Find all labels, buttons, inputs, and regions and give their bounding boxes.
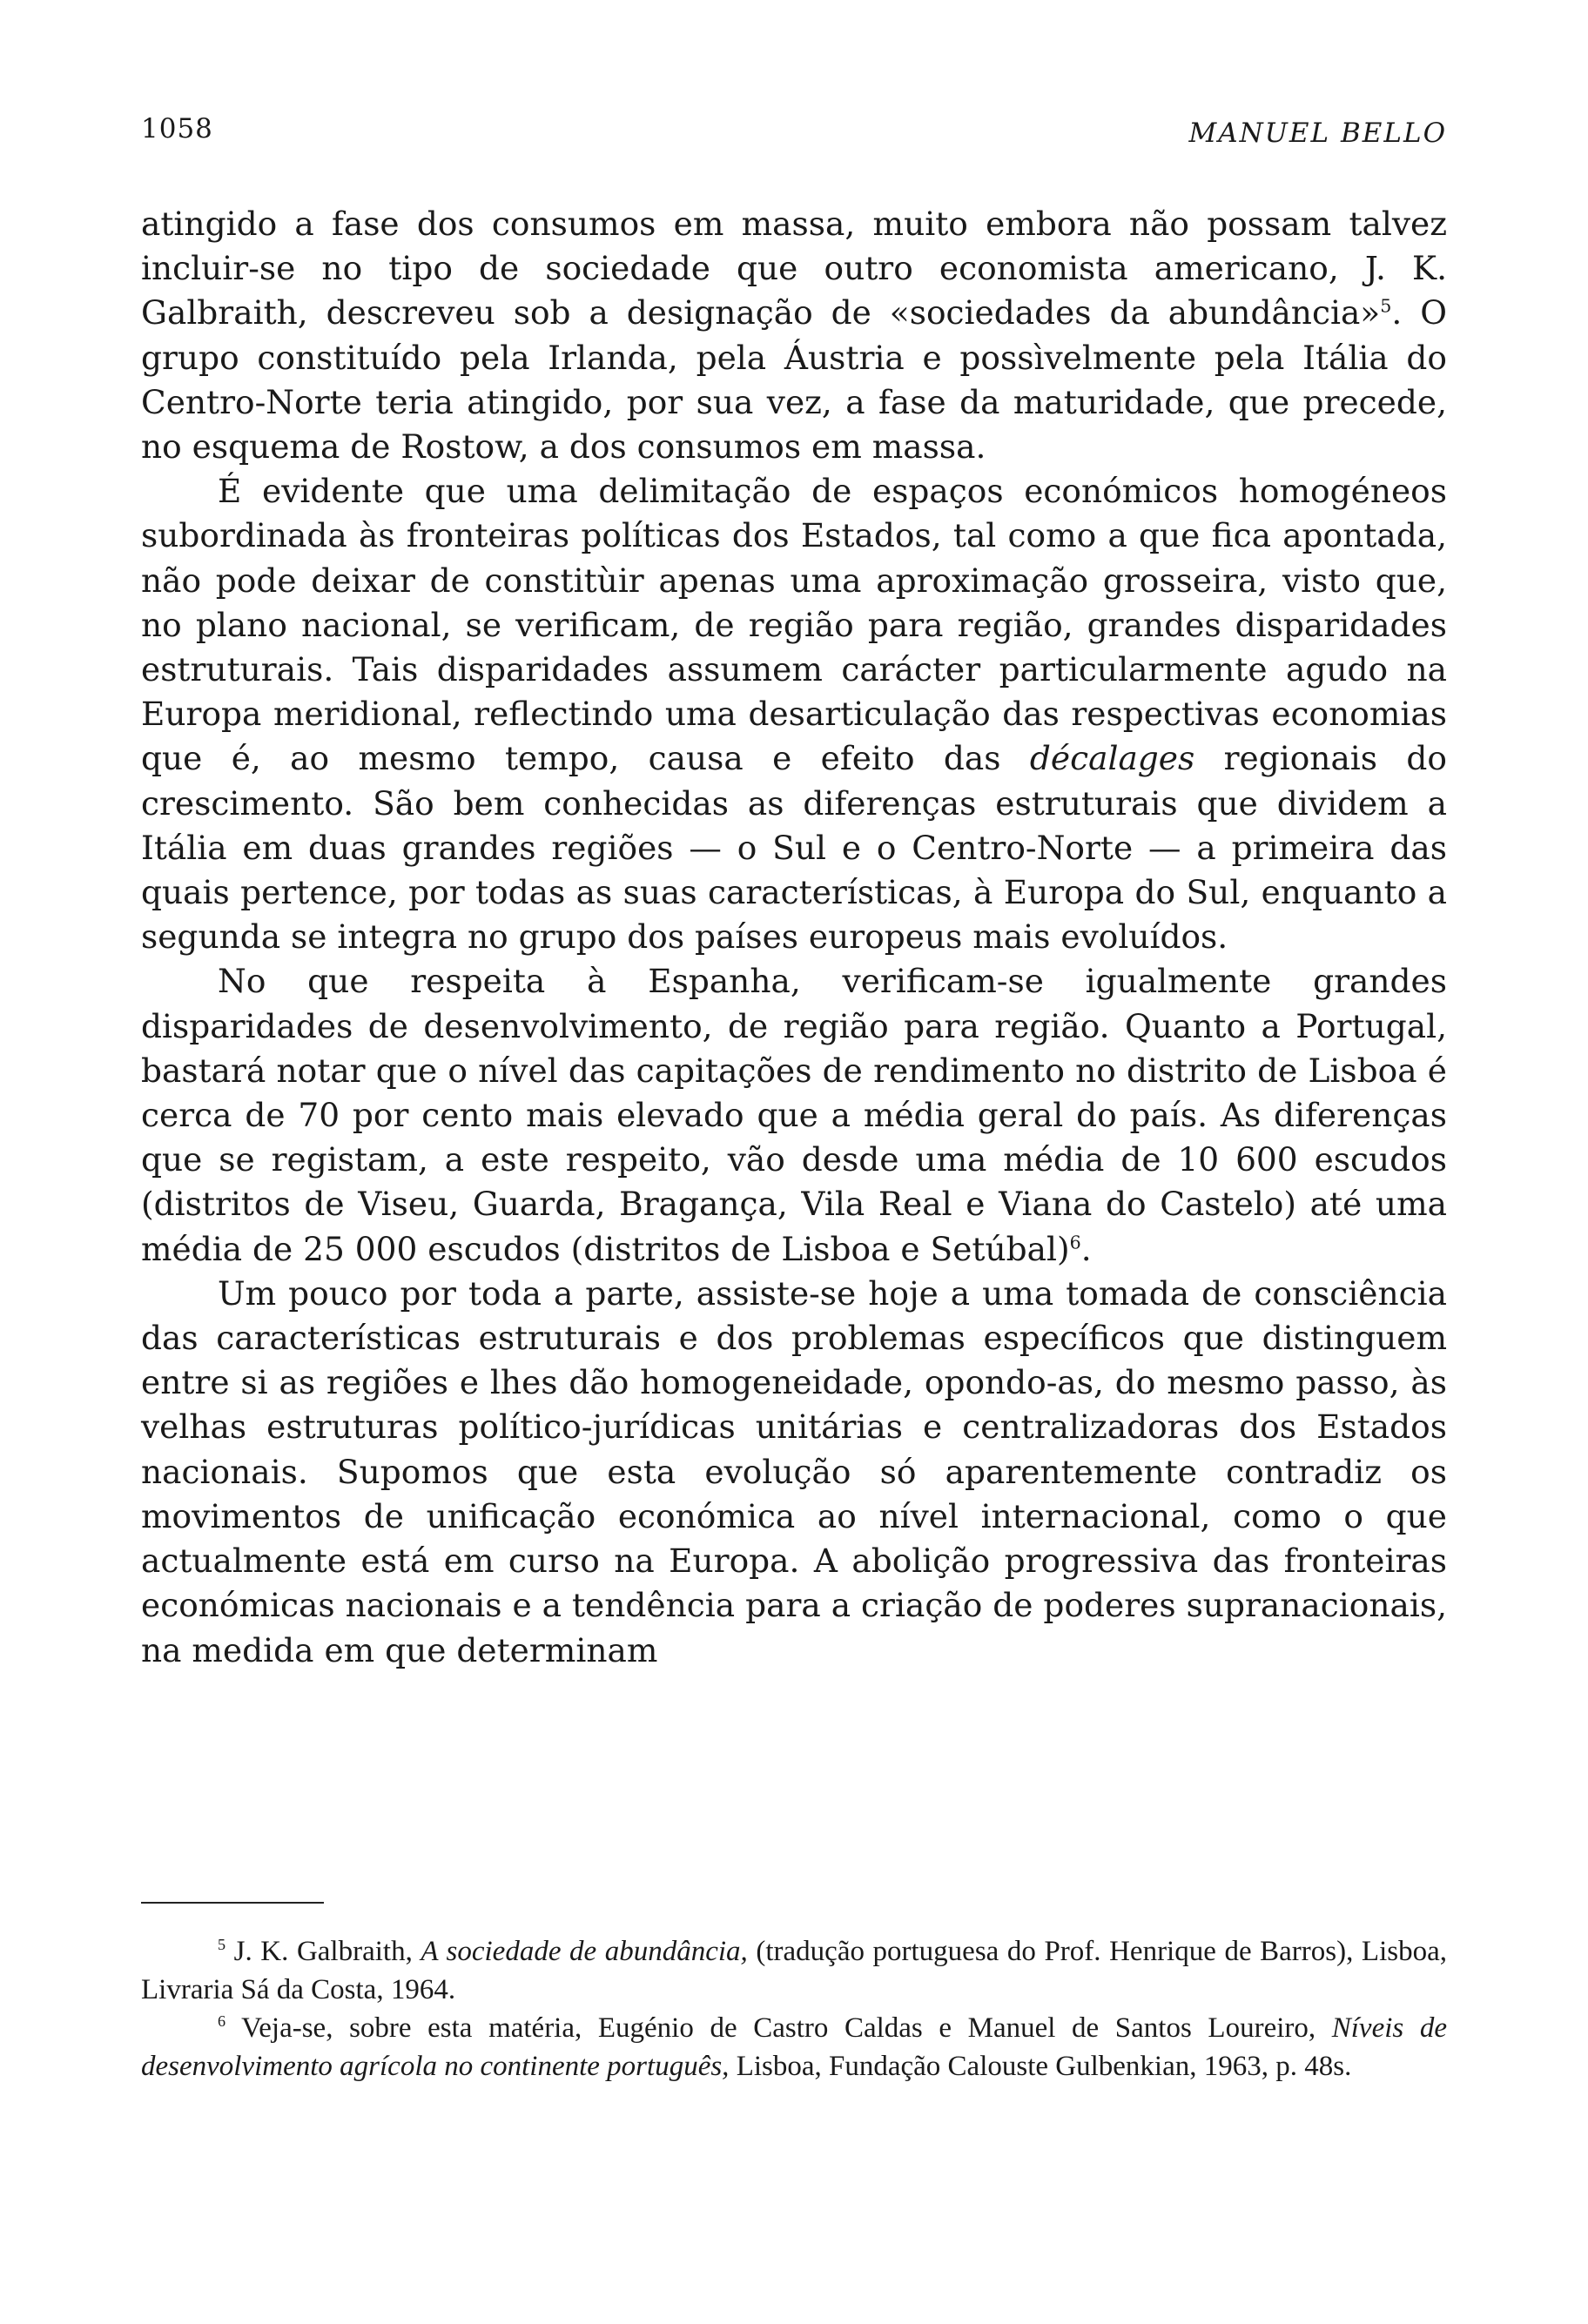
paragraph-3 — [141, 959, 1447, 1271]
paragraph-1 — [141, 202, 1447, 469]
footnote-6-number: 6 — [218, 2012, 226, 2030]
paragraph-2-text-b: regionais do crescimento. São bem conhecidas as diferenças estruturais que dividem a Itália em duas grandes regiões — o Sul e o Centro-Norte — a primeira das quais pertence, por todas as suas características, à Europa do Sul, enquanto a segunda se integra no grupo dos países europeus mais evoluídos. — [141, 739, 1447, 957]
running-title: MANUEL BELLO — [1188, 118, 1447, 149]
footnote-6 — [141, 2009, 1447, 2086]
footnote-6-text-a: Veja-se, sobre esta matéria, Eugénio de Castro Caldas e Manuel de Santos Loureiro, — [225, 2012, 1332, 2044]
footnote-5-title: A sociedade de abundância, — [421, 1936, 748, 1967]
paragraph-3-text-a: No que respeita à Espanha, verificam-se igualmente grandes disparidades de desenvolvimento, de região para região. Quanto a Portugal, bastará notar que o nível das capitações de rendimento no distrito de Lisboa é cerca de 70 por cento mais elevado que a média geral do país. As diferenças que se registam, a este respeito, vão desde uma média de 10 600 escudos (distritos de Viseu, Guarda, Bragança, Vila Real e Viana do Castelo) até uma média de 25 000 escudos (distritos de Lisboa e Setúbal) — [141, 962, 1447, 1268]
paragraph-4: Um pouco por toda a parte, assiste-se hoje a uma tomada de consciência das características estruturais e dos problemas específicos que distinguem entre si as regiões e lhes dão homogeneidade, opondo-as, do mesmo passo, às velhas estruturas político-jurídicas unitárias e centralizadoras dos Estados nacionais. Supomos que esta evolução só aparentemente contradiz os movimentos de unificação económica ao nível internacional, como o que actualmente está em curso na Europa. A abolição progressiva das fronteiras económicas nacionais e a tendência para a criação de poderes supranacionais, na medida em que determinam — [141, 1273, 1447, 1669]
footnote-ref-5[interactable]: 5 — [1380, 295, 1392, 317]
footnote-5-text-a: J. K. Galbraith, — [225, 1936, 421, 1967]
paragraph-2-italic-term: décalages — [1029, 739, 1195, 778]
footnote-divider — [141, 1902, 324, 1904]
paragraph-2-text-a: É evidente que uma delimitação de espaços económicos homogéneos subordinada às fronteiras políticas dos Estados, tal como a que fica apontada, não pode deixar de constitùir apenas uma aproximação grosseira, visto que, no plano nacional, se verificam, de região para região, grandes disparidades estruturais. Tais disparidades assumem carácter particularmente agudo na Europa meridional, reflectindo uma desarticulação das respectivas economias que é, ao mesmo tempo, causa e efeito das — [141, 472, 1447, 778]
body-text — [141, 202, 1447, 1673]
footnote-5 — [141, 1932, 1447, 2009]
footnotes — [141, 1932, 1447, 2086]
paragraph-1-text-a: atingido a fase dos consumos em massa, muito embora não possam talvez incluir-se no tipo de sociedade que outro economista americano, J. K. Galbraith, descreveu sob a designação de «sociedades da abundância» — [141, 205, 1447, 332]
page-number: 1058 — [141, 113, 213, 144]
paragraph-2 — [141, 469, 1447, 959]
document-page — [141, 104, 1448, 2082]
footnote-ref-6[interactable]: 6 — [1069, 1232, 1081, 1253]
footnote-6-title: Níveis de desenvolvimento agrícola no continente português, — [141, 2012, 1447, 2082]
footnote-6-text-b: Lisboa, Fundação Calouste Gulbenkian, 1963, p. 48s. — [729, 2051, 1352, 2082]
paragraph-1-text-b: . O grupo constituído pela Irlanda, pela Áustria e possìvelmente pela Itália do Centro-Norte teria atingido, por sua vez, a fase da maturidade, que precede, no esquema de Rostow, a dos consumos em massa. — [141, 293, 1448, 467]
running-head — [141, 104, 1447, 174]
footnote-5-number: 5 — [218, 1936, 226, 1953]
footnote-5-text-b: (tradução portuguesa do Prof. Henrique de Barros), Lisboa, Livraria Sá da Costa, 1964. — [141, 1936, 1447, 2005]
paragraph-3-text-b: . — [1080, 1229, 1092, 1268]
